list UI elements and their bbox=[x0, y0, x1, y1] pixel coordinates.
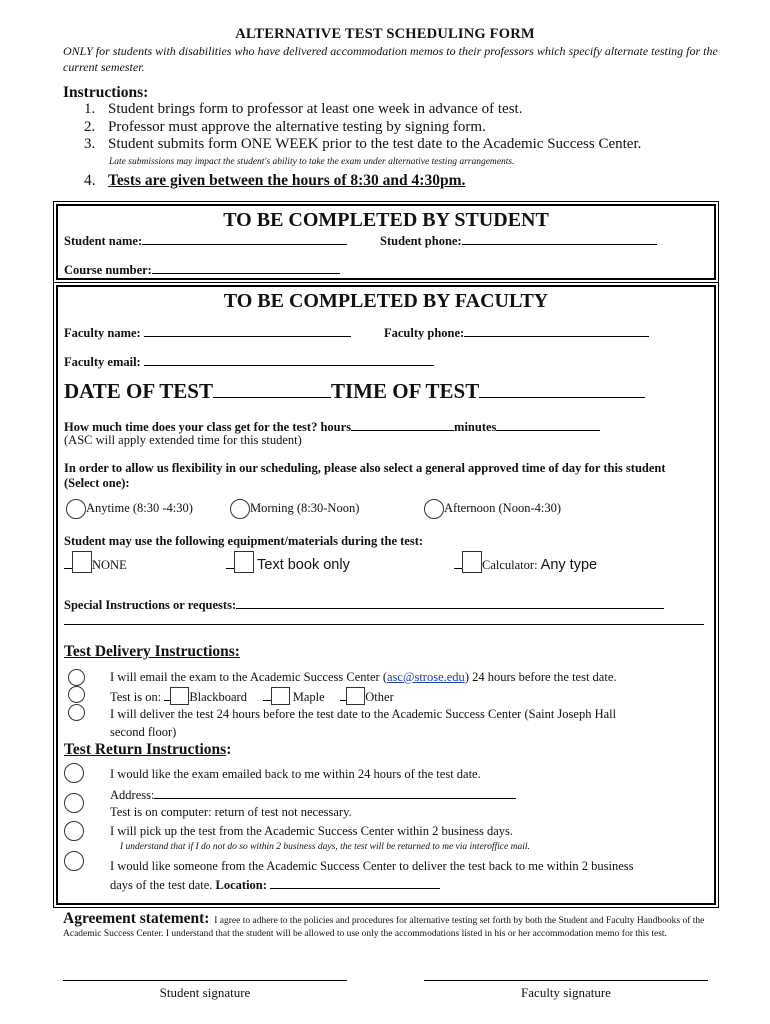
checkbox-none[interactable] bbox=[72, 551, 92, 573]
return-location-line[interactable] bbox=[270, 876, 440, 889]
radio-afternoon[interactable] bbox=[424, 499, 444, 519]
special-instructions-field[interactable]: Special Instructions or requests: bbox=[64, 596, 664, 613]
return-email-text: I would like the exam emailed back to me within 24 hours of the test date. bbox=[110, 767, 481, 781]
return-pickup-text: I will pick up the test from the Academic Success Center within 2 business days. bbox=[110, 824, 514, 838]
radio-morning[interactable] bbox=[230, 499, 250, 519]
radio-return-computer[interactable] bbox=[64, 793, 84, 813]
time-of-test-line[interactable] bbox=[479, 379, 645, 398]
date-of-test-field[interactable]: DATE OF TEST TIME OF TEST bbox=[64, 379, 645, 404]
return-computer-text: Test is on computer: return of test not necessary. bbox=[110, 805, 352, 819]
hours-line[interactable] bbox=[351, 418, 454, 431]
radio-delivery-online[interactable] bbox=[68, 686, 85, 703]
date-of-test-line[interactable] bbox=[213, 379, 331, 398]
time-of-day-instructions: In order to allow us flexibility in our scheduling, please also select a general approved time of day for this student (Select one): bbox=[64, 461, 666, 490]
return-email-option[interactable] bbox=[64, 763, 84, 783]
faculty-signature-field[interactable]: Faculty signature bbox=[424, 968, 708, 1001]
delivery-online-option[interactable] bbox=[64, 686, 85, 703]
delivery-email-text: I will email the exam to the Academic Success Center (asc@strose.edu) 24 hours before the test date. bbox=[110, 670, 617, 684]
calculator-type-value: Any type bbox=[540, 557, 598, 573]
student-phone-field[interactable]: Student phone: bbox=[380, 232, 657, 249]
radio-delivery-in-person[interactable] bbox=[68, 704, 85, 721]
student-signature-field[interactable]: Student signature bbox=[63, 968, 347, 1001]
faculty-phone-field[interactable]: Faculty phone: bbox=[384, 324, 649, 341]
faculty-section-heading: TO BE COMPLETED BY FACULTY bbox=[223, 290, 549, 312]
return-pickup-note: I understand that if I do not do so within 2 business days, the test will be returned to me via interoffice mail. bbox=[120, 842, 530, 852]
faculty-email-line[interactable] bbox=[144, 353, 434, 366]
instruction-item-hours: 4. Tests are given between the hours of 8:30 and 4:30pm. bbox=[84, 172, 466, 189]
faculty-email-field[interactable]: Faculty email: bbox=[64, 353, 434, 370]
agreement-heading: Agreement statement: bbox=[63, 910, 210, 927]
instruction-item: 3. Student submits form ONE WEEK prior to the test date to the Academic Success Center. bbox=[84, 136, 642, 152]
radio-return-pickup[interactable] bbox=[64, 821, 84, 841]
asc-email-link[interactable]: asc@strose.edu bbox=[387, 670, 465, 684]
special-instructions-line-2[interactable] bbox=[64, 624, 704, 625]
faculty-phone-line[interactable] bbox=[464, 324, 649, 337]
student-section bbox=[56, 204, 716, 280]
return-address-field[interactable]: Address: bbox=[110, 786, 516, 803]
radio-anytime[interactable] bbox=[66, 499, 86, 519]
minutes-line[interactable] bbox=[496, 418, 600, 431]
checkbox-textbook[interactable] bbox=[234, 551, 254, 573]
radio-return-email[interactable] bbox=[64, 763, 84, 783]
faculty-name-line[interactable] bbox=[144, 324, 351, 337]
delivery-online-text: Test is on: Blackboard Maple Other bbox=[110, 687, 394, 705]
asc-extended-time-note: (ASC will apply extended time for this student) bbox=[64, 433, 302, 447]
checkbox-blackboard[interactable] bbox=[170, 687, 189, 705]
course-number-line[interactable] bbox=[152, 261, 340, 274]
student-section-heading: TO BE COMPLETED BY STUDENT bbox=[223, 209, 549, 231]
delivery-email-option[interactable] bbox=[64, 669, 85, 686]
checkbox-maple[interactable] bbox=[271, 687, 290, 705]
special-instructions-line[interactable] bbox=[236, 596, 664, 609]
agreement-statement: Agreement statement: I agree to adhere to the policies and procedures for alternative testing set forth by both the Student and Faculty Handbooks of the Academic Success Center. I understand that the student will be allowed to use only the accommodations listed in his or her accommodation memo for this test. bbox=[63, 910, 705, 939]
faculty-name-field[interactable]: Faculty name: bbox=[64, 324, 351, 341]
equip-calculator-option[interactable]: Calculator: Any type bbox=[454, 551, 597, 573]
instruction-item: 2. Professor must approve the alternative testing by signing form. bbox=[84, 118, 486, 135]
delivery-in-person-text: I will deliver the test 24 hours before the test date to the Academic Success Center (Saint Joseph Hall second floor) bbox=[110, 707, 617, 739]
student-phone-line[interactable] bbox=[462, 232, 657, 245]
option-anytime[interactable]: Anytime (8:30 -4:30) bbox=[66, 499, 193, 519]
checkbox-calculator[interactable] bbox=[462, 551, 482, 573]
return-computer-option[interactable] bbox=[64, 793, 84, 813]
checkbox-other[interactable] bbox=[346, 687, 365, 705]
instruction-item: 1. Student brings form to professor at least one week in advance of test. bbox=[84, 101, 523, 117]
option-morning[interactable]: Morning (8:30-Noon) bbox=[230, 499, 359, 519]
equipment-label: Student may use the following equipment/materials during the test: bbox=[64, 534, 424, 548]
radio-return-deliver[interactable] bbox=[64, 851, 84, 871]
delivery-in-person-option[interactable] bbox=[64, 704, 85, 721]
form-title: ALTERNATIVE TEST SCHEDULING FORM bbox=[235, 26, 535, 42]
course-number-field[interactable]: Course number: bbox=[64, 261, 340, 278]
faculty-signature-line[interactable] bbox=[424, 968, 708, 981]
late-submission-note: Late submissions may impact the student's ability to take the exam under alternative testing arrangements. bbox=[109, 157, 515, 167]
delivery-heading: Test Delivery Instructions: bbox=[64, 643, 240, 660]
student-name-line[interactable] bbox=[142, 232, 347, 245]
student-signature-line[interactable] bbox=[63, 968, 347, 981]
test-duration-field[interactable]: How much time does your class get for the test? hours minutes bbox=[64, 418, 600, 435]
equip-textbook-option[interactable]: Text book only bbox=[226, 551, 350, 573]
return-address-line[interactable] bbox=[154, 786, 516, 799]
student-name-field[interactable]: Student name: bbox=[64, 232, 347, 249]
radio-delivery-email[interactable] bbox=[68, 669, 85, 686]
instructions-heading: Instructions: bbox=[63, 84, 149, 101]
return-deliver-text: I would like someone from the Academic Success Center to deliver the test back to me within 2 business days of the test date. Location: bbox=[110, 859, 634, 892]
time-of-test-label: TIME OF TEST bbox=[331, 379, 480, 403]
return-deliver-option[interactable] bbox=[64, 851, 84, 871]
option-afternoon[interactable]: Afternoon (Noon-4:30) bbox=[424, 499, 561, 519]
return-pickup-option[interactable] bbox=[64, 821, 84, 841]
faculty-section bbox=[56, 285, 716, 905]
return-heading: Test Return Instructions: bbox=[64, 741, 232, 758]
equip-none-option[interactable]: NONE bbox=[64, 551, 127, 573]
instructions-list bbox=[84, 101, 744, 154]
form-subtitle: ONLY for students with disabilities who have delivered accommodation memos to their professors which specify alternate testing for the current semester. bbox=[63, 44, 718, 74]
